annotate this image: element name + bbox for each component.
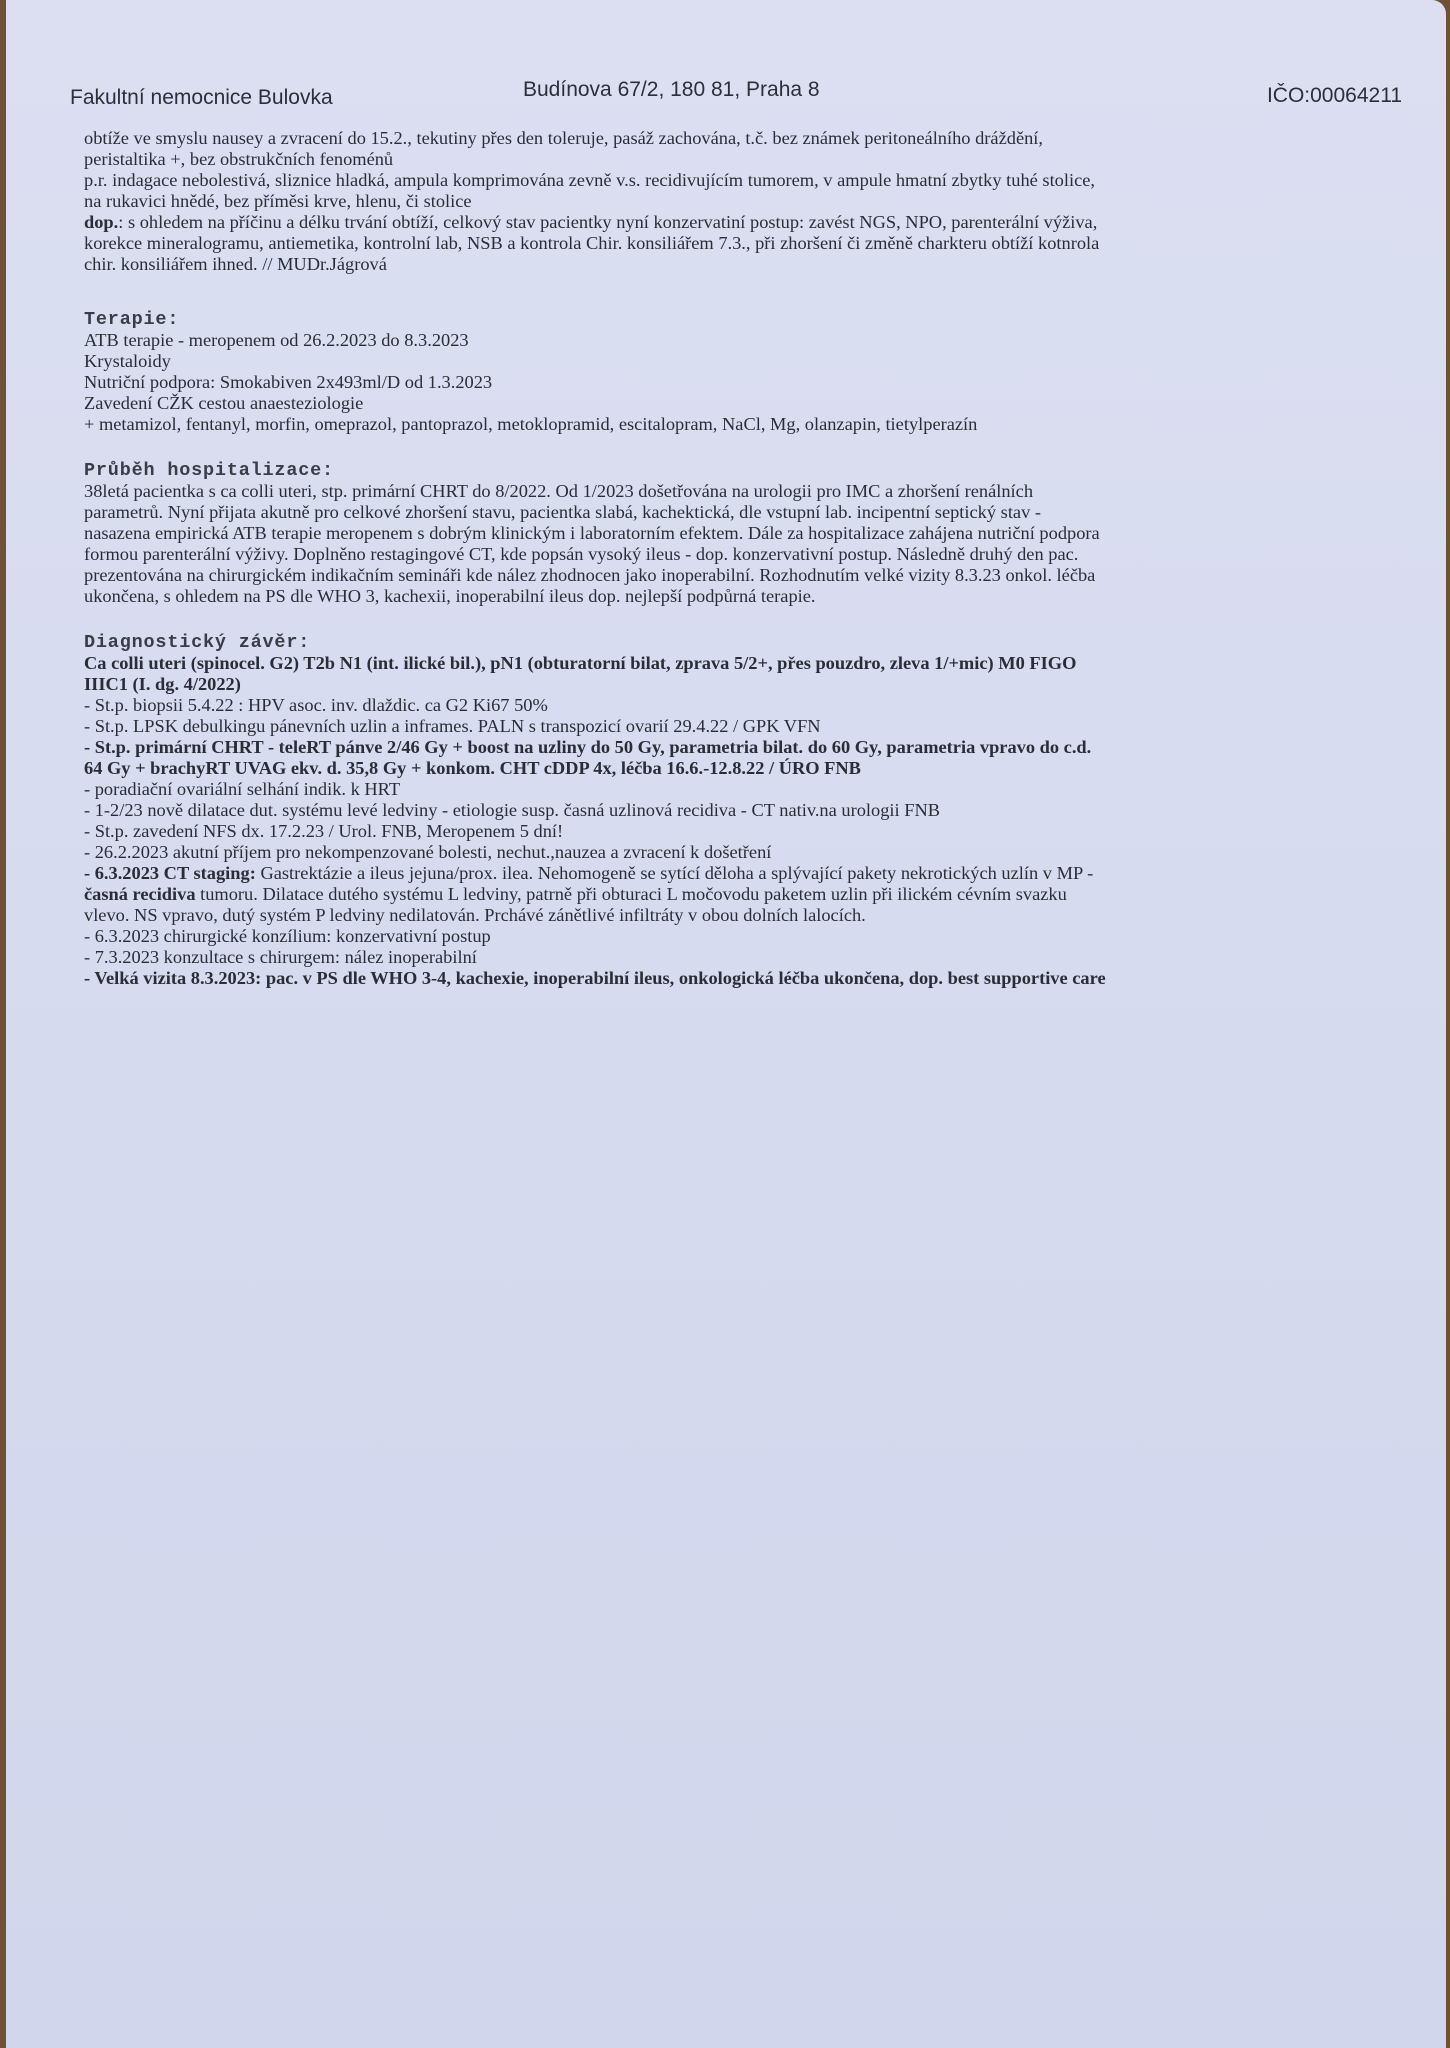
intro-line: na rukavici hnědé, bez příměsi krve, hlenu, či stolice <box>84 191 472 211</box>
dop-line: korekce mineralogramu, antiemetika, kontrolní lab, NSB a kontrola Chir. konsiliářem 7.3., při zhoršení či změně charkteru obtíží kotnrola <box>84 233 1100 253</box>
terapie-line: ATB terapie - meropenem od 26.2.2023 do 8.3.2023 <box>84 330 469 350</box>
section-title-zaver: Diagnostický závěr: <box>84 632 311 653</box>
document-page <box>6 0 1446 2048</box>
diagnosis-item: - Velká vizita 8.3.2023: pac. v PS dle WHO 3-4, kachexie, inoperabilní ileus, onkologická léčba ukončena, dop. best supportive care <box>84 968 1106 988</box>
diagnosis-item: vlevo. NS vpravo, dutý systém P ledviny nedilatován. Prchávé zánětlivé infiltráty v obou dolních lalocích. <box>84 905 866 925</box>
dop-text: : s ohledem na příčinu a délku trvání obtíží, celkový stav pacientky nyní konzervatiní postup: zavést NGS, NPO, parenterální výživa, <box>118 212 1098 232</box>
diagnosis-item: - St.p. primární CHRT - teleRT pánve 2/46 Gy + boost na uzliny do 50 Gy, parametria bilat. do 60 Gy, parametria vpravo do c.d. <box>84 737 1092 757</box>
institution-address: Budínova 67/2, 180 81, Praha 8 <box>523 78 820 101</box>
intro-line: p.r. indagace nebolestivá, sliznice hladká, ampula komprimována zevně v.s. recidivujícím tumorem, v ampule hmatní zbytky tuhé stolice, <box>84 170 1096 190</box>
diagnosis-item: - St.p. zavedení NFS dx. 17.2.23 / Urol. FNB, Meropenem 5 dní! <box>84 821 564 841</box>
dop-line: chir. konsiliářem ihned. // MUDr.Jágrová <box>84 254 387 274</box>
letterhead <box>70 78 1402 118</box>
diagnosis-item: 64 Gy + brachyRT UVAG ekv. d. 35,8 Gy + konkom. CHT cDDP 4x, léčba 16.6.-12.8.22 / ÚRO FNB <box>84 758 861 778</box>
institution-name: Fakultní nemocnice Bulovka <box>70 86 333 109</box>
report-body <box>84 128 1324 989</box>
terapie-line: + metamizol, fentanyl, morfin, omeprazol, pantoprazol, metoklopramid, escitalopram, NaCl, Mg, olanzapin, tietylperazín <box>84 414 978 434</box>
prubeh-line: formou parenterální výživy. Doplněno restagingové CT, kde popsán vysoký ileus - dop. konzervativní postup. Následně druhý den pac. <box>84 544 1079 564</box>
intro-line: obtíže ve smyslu nausey a zvracení do 15.2., tekutiny přes den toleruje, pasáž zachována, t.č. bez známek peritoneálního dráždění, <box>84 128 1044 148</box>
terapie-line: Nutriční podpora: Smokabiven 2x493ml/D od 1.3.2023 <box>84 372 493 392</box>
diagnosis-item: - St.p. LPSK debulkingu pánevních uzlin a inframes. PALN s transpozicí ovarií 29.4.22 / GPK VFN <box>84 716 821 736</box>
diagnosis-item: - 1-2/23 nově dilatace dut. systému levé ledviny - etiologie susp. časná uzlinová recidiva - CT nativ.na urologii FNB <box>84 800 940 820</box>
diagnosis-item: - 6.3.2023 chirurgické konzílium: konzervativní postup <box>84 926 491 946</box>
terapie-line: Krystaloidy <box>84 351 171 371</box>
diagnosis-item: - poradiační ovariální selhání indik. k HRT <box>84 779 401 799</box>
diagnosis-item: - 7.3.2023 konzultace s chirurgem: nález inoperabilní <box>84 947 477 967</box>
prubeh-line: parametrů. Nyní přijata akutně pro celkové zhoršení stavu, pacientka slabá, kachektická, dle vstupní lab. incipentní septický stav - <box>84 502 1042 522</box>
intro-line: peristaltika +, bez obstrukčních fenoménů <box>84 149 394 169</box>
institution-ico: IČO:00064211 <box>1266 84 1402 107</box>
diagnosis-item: časná recidiva tumoru. Dilatace dutého systému L ledviny, patrně při obturaci L močovodu paketem uzlin při ilickém cévním svazku <box>84 884 1067 904</box>
diagnosis-item: - St.p. biopsii 5.4.22 : HPV asoc. inv. dlaždic. ca G2 Ki67 50% <box>84 695 548 715</box>
section-title-prubeh: Průběh hospitalizace: <box>84 460 334 481</box>
diagnosis-item: - 26.2.2023 akutní příjem pro nekompenzované bolesti, nechut.,nauzea a zvracení k došetření <box>84 842 772 862</box>
diagnosis-line: Ca colli uteri (spinocel. G2) T2b N1 (int. ilické bil.), pN1 (obturatorní bilat, zprava 5/2+, přes pouzdro, zleva 1/+mic) M0 FIGO <box>84 653 1077 673</box>
dop-label: dop. <box>84 212 119 232</box>
diagnosis-items <box>84 695 1324 989</box>
prubeh-line: nasazena empirická ATB terapie meropenem s dobrým klinickým i laboratorním efektem. Dále za hospitalizace zahájena nutriční podpora <box>84 523 1100 543</box>
dop-line <box>84 212 1324 233</box>
section-title-terapie: Terapie: <box>84 309 180 330</box>
diagnosis-line: IIIC1 (I. dg. 4/2022) <box>84 674 241 694</box>
prubeh-line: ukončena, s ohledem na PS dle WHO 3, kachexii, inoperabilní ileus dop. nejlepší podpůrná terapie. <box>84 586 816 606</box>
prubeh-line: prezentována na chirurgickém indikačním semináři kde nález zhodnocen jako inoperabilní. Rozhodnutím velké vizity 8.3.23 onkol. léčba <box>84 565 1096 585</box>
prubeh-line: 38letá pacientka s ca colli uteri, stp. primární CHRT do 8/2022. Od 1/2023 došetřována na urologii pro IMC a zhoršení renálních <box>84 481 1034 501</box>
diagnosis-item: - 6.3.2023 CT staging: Gastrektázie a ileus jejuna/prox. ilea. Nehomogeně se sytící děloha a splývající pakety nekrotických uzlín v MP - <box>84 863 1094 883</box>
terapie-line: Zavedení CŽK cestou anaesteziologie <box>84 393 364 413</box>
